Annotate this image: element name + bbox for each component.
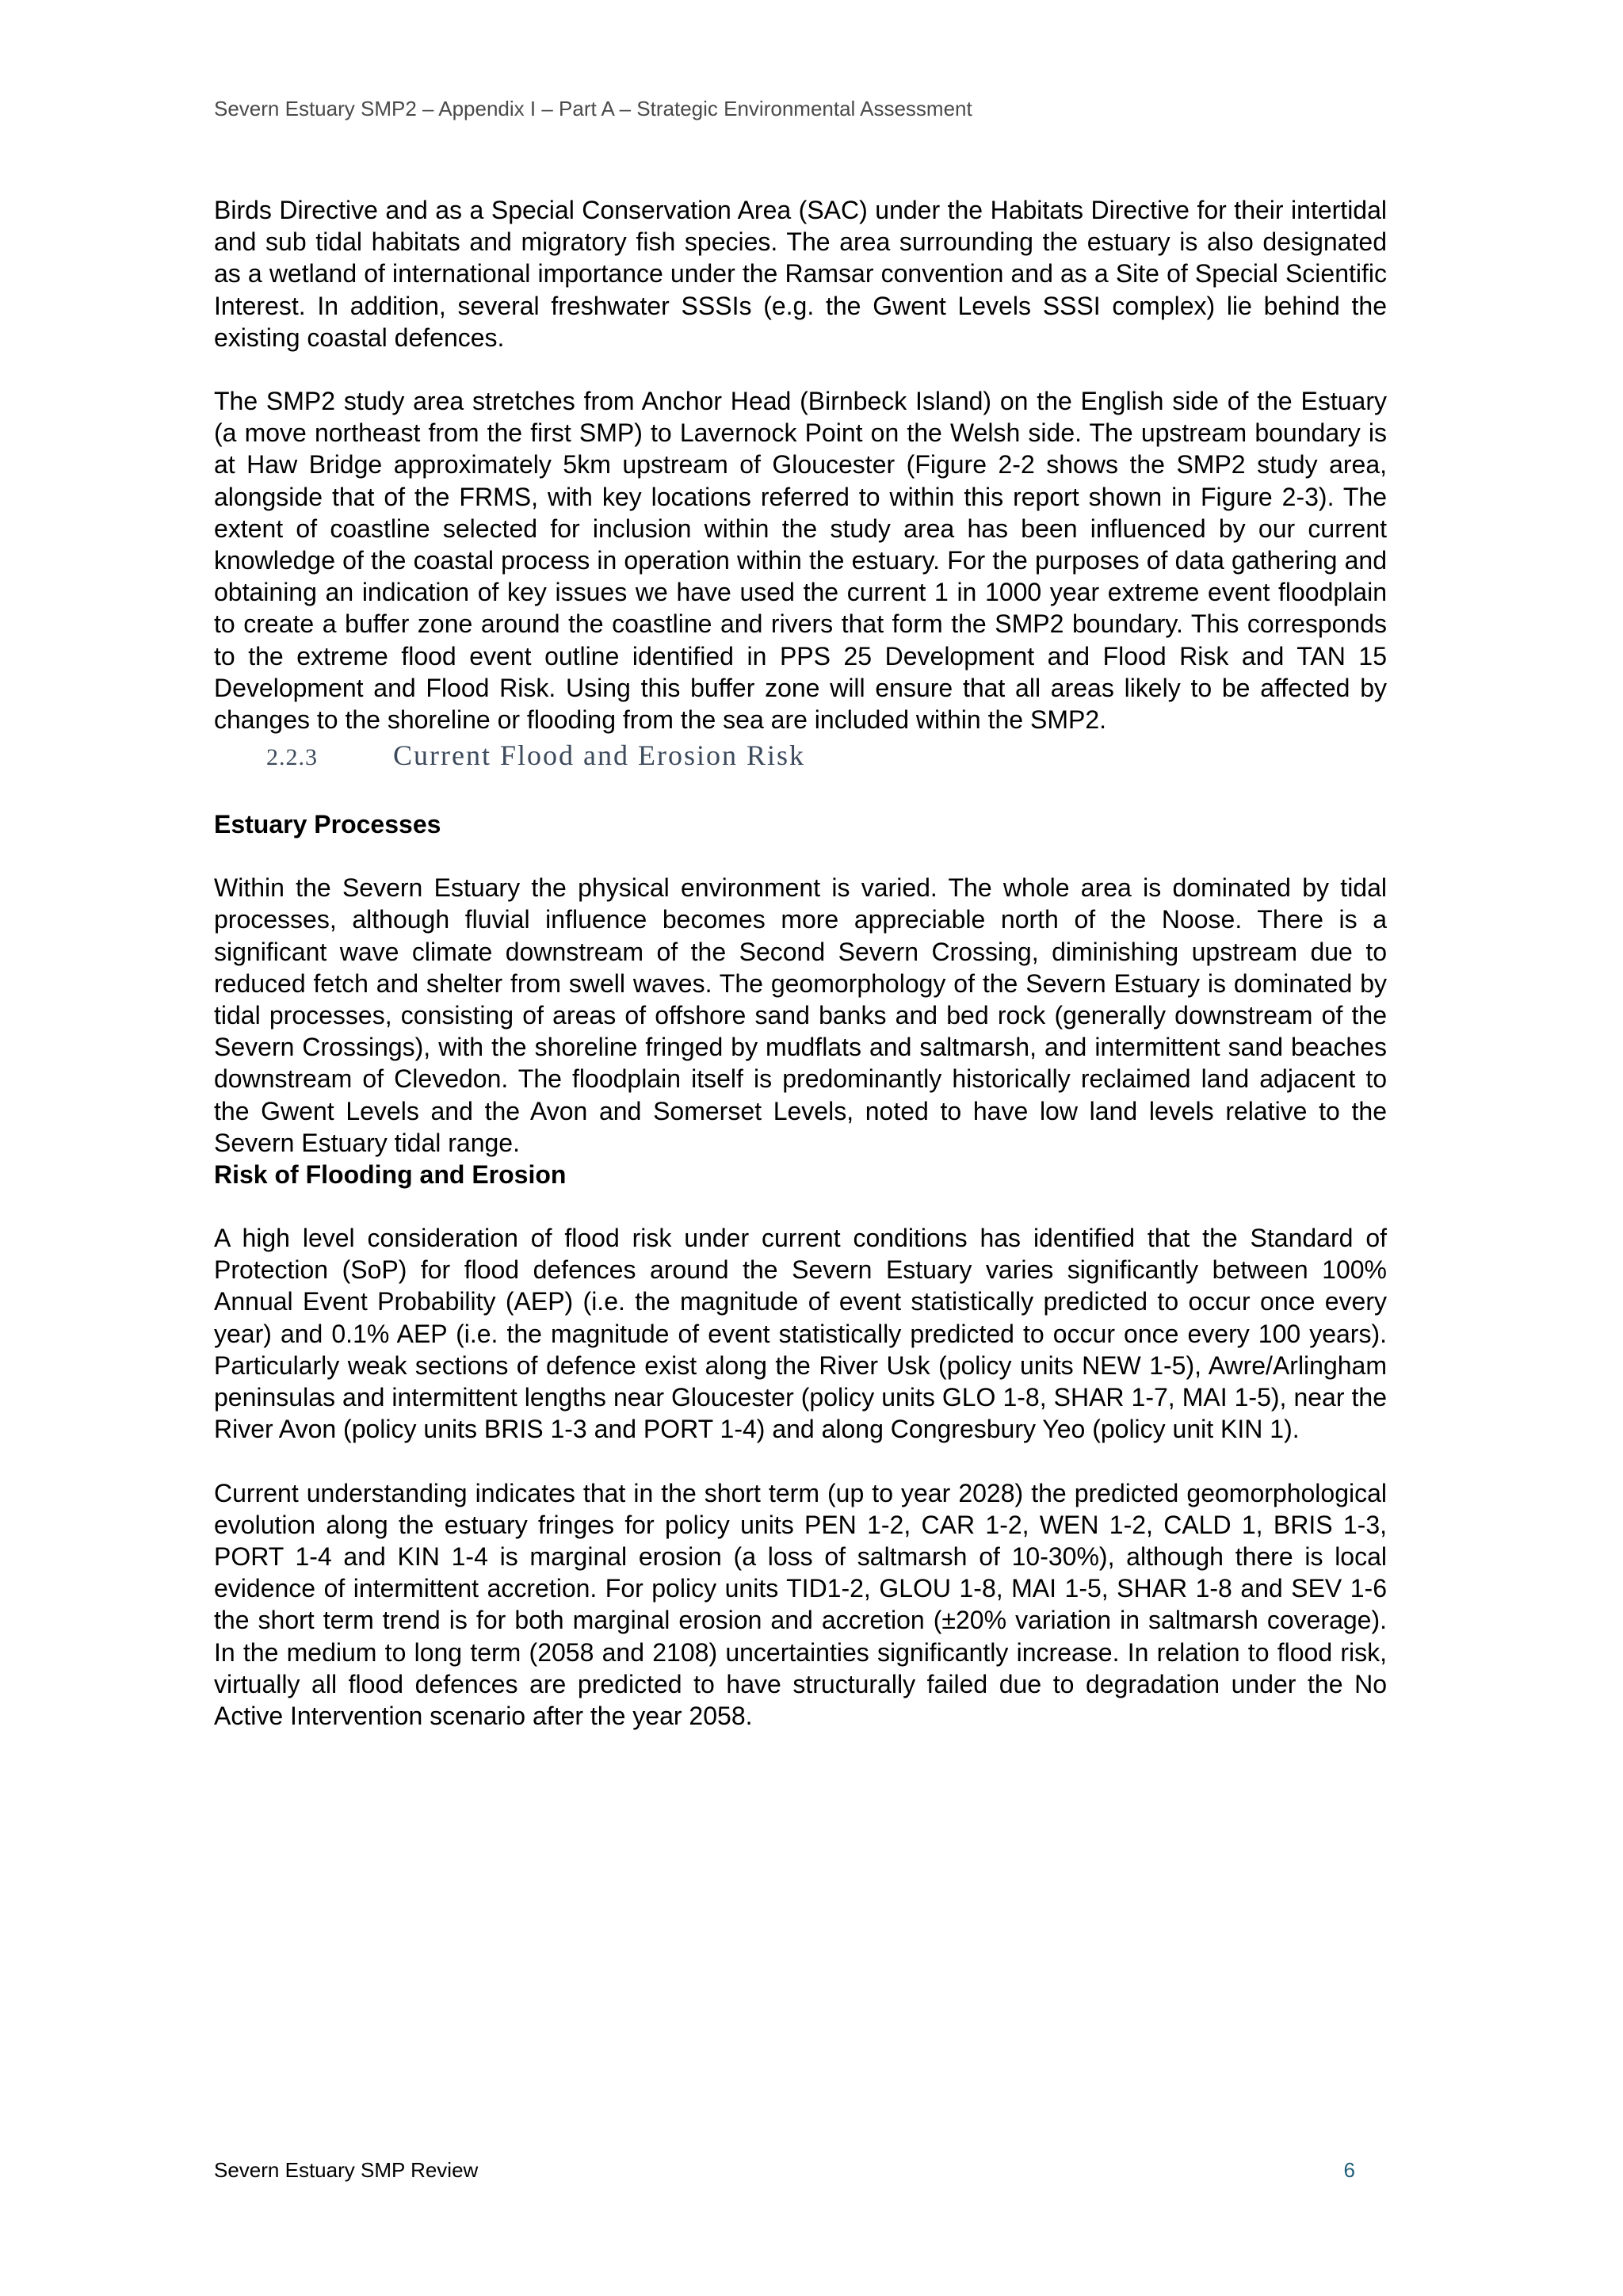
section-title: Current Flood and Erosion Risk <box>393 739 805 772</box>
running-header: Severn Estuary SMP2 – Appendix I – Part A – Strategic Environmental Assessment <box>214 97 972 120</box>
subheading-estuary-processes: Estuary Processes <box>214 810 441 839</box>
subheading-risk-flooding-erosion: Risk of Flooding and Erosion <box>214 1160 567 1190</box>
section-heading <box>214 735 1387 775</box>
page-content <box>214 194 1387 1732</box>
paragraph-flood-risk: A high level consideration of flood risk under current conditions has identified that the Standard of Protection (SoP) for flood defences around the Severn Estuary varies significantly between 100% Annual Event Probability (AEP) (i.e. the magnitude of event statistically predicted to occur once every year) and 0.1% AEP (i.e. the magnitude of event statistically predicted to occur once every 100 years). Particularly weak sections of defence exist along the River Usk (policy units NEW 1-5), Awre/Arlingham peninsulas and intermittent lengths near Gloucester (policy units GLO 1-8, SHAR 1-7, MAI 1-5), near the River Avon (policy units BRIS 1-3 and PORT 1-4) and along Congresbury Yeo (policy unit KIN 1). <box>214 1224 1387 1444</box>
section-number: 2.2.3 <box>266 744 318 771</box>
running-footer <box>214 2158 1355 2183</box>
paragraph-study-area: The SMP2 study area stretches from Anchor Head (Birnbeck Island) on the English side of the Estuary (a move northeast from the first SMP) to Lavernock Point on the Welsh side. The upstream boundary is at Haw Bridge approximately 5km upstream of Gloucester (Figure 2-2 shows the SMP2 study area, alongside that of the FRMS, with key locations referred to within this report shown in Figure 2-3). The extent of coastline selected for inclusion within the study area has been influenced by our current knowledge of the coastal process in operation within the estuary. For the purposes of data gathering and obtaining an indication of key issues we have used the current 1 in 1000 year extreme event floodplain to create a buffer zone around the coastline and rivers that form the SMP2 boundary. This corresponds to the extreme flood event outline identified in PPS 25 Development and Flood Risk and TAN 15 Development and Flood Risk. Using this buffer zone will ensure that all areas likely to be affected by changes to the shoreline or flooding from the sea are included within the SMP2. <box>214 387 1387 735</box>
footer-document-name: Severn Estuary SMP Review <box>214 2158 479 2182</box>
page-number: 6 <box>1343 2158 1355 2182</box>
paragraph-geomorphological-evolution: Current understanding indicates that in the short term (up to year 2028) the predicted geomorphological evolution along the estuary fringes for policy units PEN 1-2, CAR 1-2, WEN 1-2, CALD 1, BRIS 1-3, PORT 1-4 and KIN 1-4 is marginal erosion (a loss of saltmarsh of 10-30%), although there is local evidence of intermittent accretion. For policy units TID1-2, GLOU 1-8, MAI 1-5, SHAR 1-8 and SEV 1-6 the short term trend is for both marginal erosion and accretion (±20% variation in saltmarsh coverage). In the medium to long term (2058 and 2108) uncertainties significantly increase. In relation to flood risk, virtually all flood defences are predicted to have structurally failed due to degradation under the No Active Intervention scenario after the year 2058. <box>214 1478 1387 1730</box>
paragraph-estuary-processes: Within the Severn Estuary the physical environment is varied. The whole area is dominated by tidal processes, although fluvial influence becomes more appreciable north of the Noose. There is a significant wave climate downstream of the Second Severn Crossing, diminishing upstream due to reduced fetch and shelter from swell waves. The geomorphology of the Severn Estuary is dominated by tidal processes, consisting of areas of offshore sand banks and bed rock (generally downstream of the Severn Crossings), with the shoreline fringed by mudflats and saltmarsh, and intermittent sand beaches downstream of Clevedon. The floodplain itself is predominantly historically reclaimed land adjacent to the Gwent Levels and the Avon and Somerset Levels, noted to have low land levels relative to the Severn Estuary tidal range. <box>214 873 1387 1157</box>
paragraph-designations: Birds Directive and as a Special Conservation Area (SAC) under the Habitats Directive for their intertidal and sub tidal habitats and migratory fish species. The area surrounding the estuary is also designated as a wetland of international importance under the Ramsar convention and as a Site of Special Scientific Interest. In addition, several freshwater SSSIs (e.g. the Gwent Levels SSSI complex) lie behind the existing coastal defences. <box>214 196 1387 352</box>
